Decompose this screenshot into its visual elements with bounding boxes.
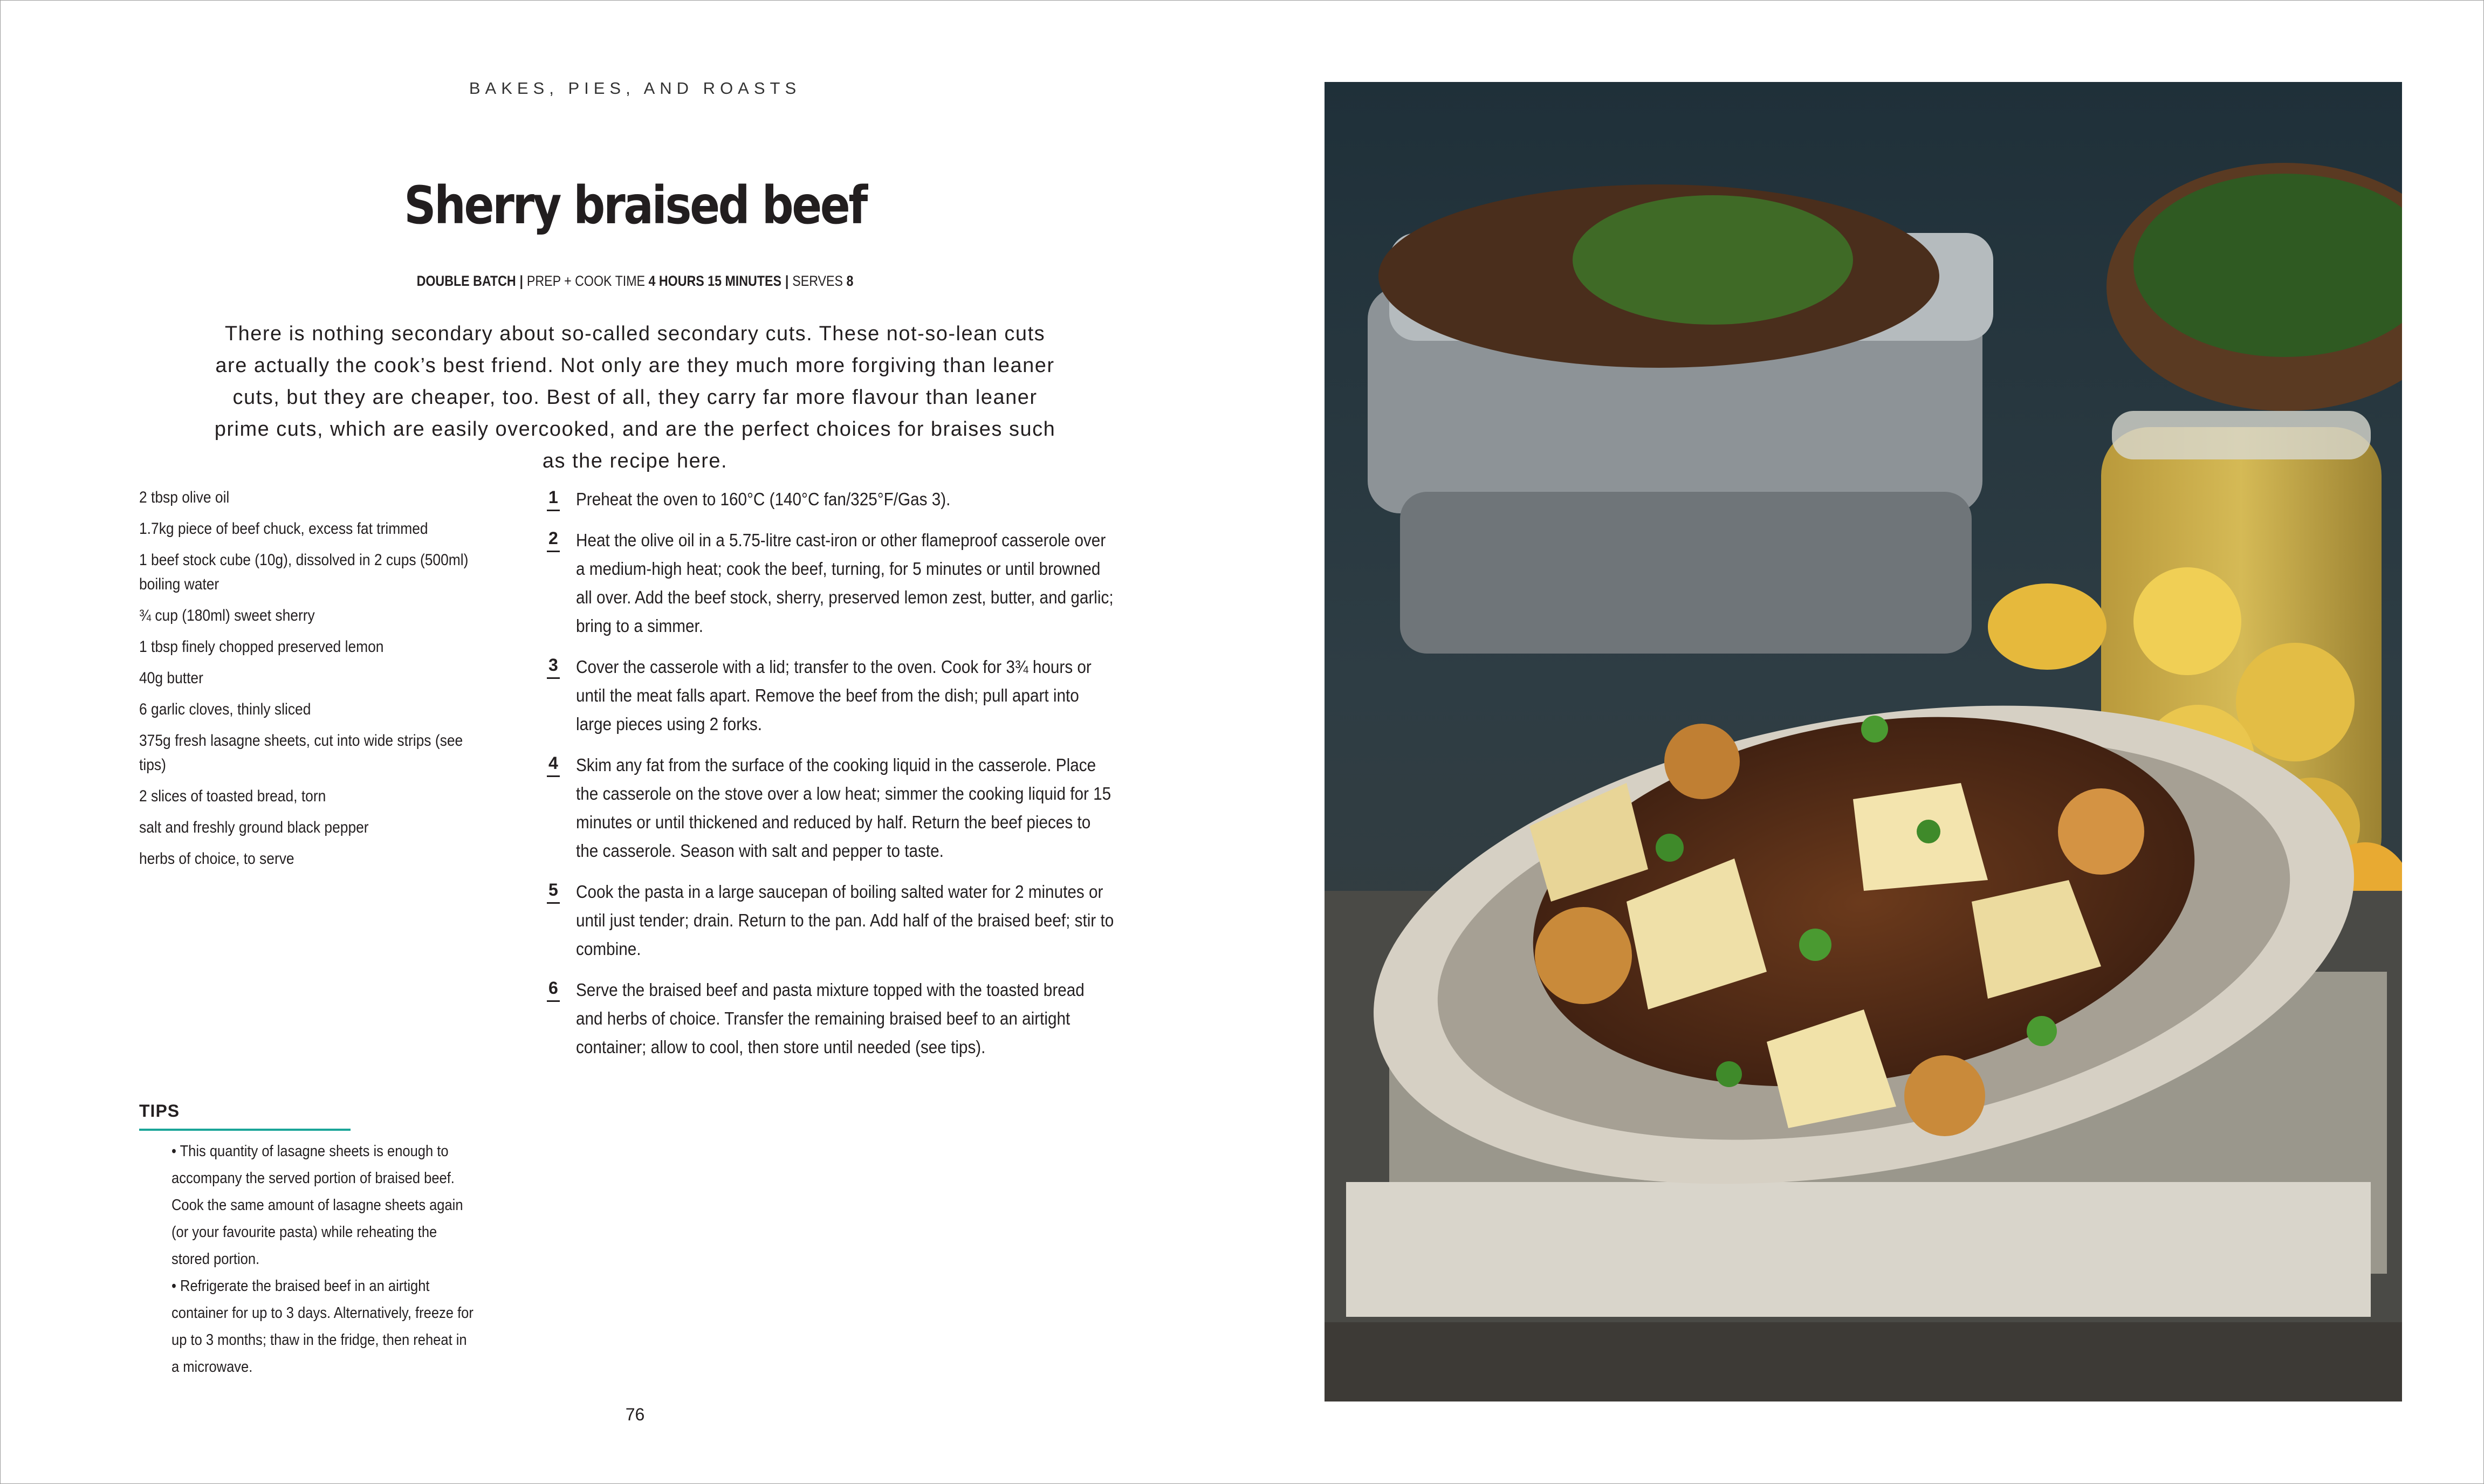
step-text: Skim any fat from the surface of the cooking liquid in the casserole. Place the casserole on the stove over a low heat; simmer the cooking liquid for 15 minutes or until thickened and reduced by half. Return the beef pieces to the casserole. Season with salt and pepper to taste. <box>576 755 1111 861</box>
step-text: Cover the casserole with a lid; transfer to the oven. Cook for 3¾ hours or until the meat falls apart. Remove the beef from the dish; pull apart into large pieces using 2 forks. <box>576 657 1092 734</box>
ingredient-item: 375g fresh lasagne sheets, cut into wide strips (see tips) <box>139 732 463 774</box>
method-step <box>547 652 1162 738</box>
page-number: 76 <box>625 1405 645 1424</box>
meta-separator: | <box>519 273 524 289</box>
ingredient-item: 2 slices of toasted bread, torn <box>139 787 326 805</box>
step-number: 3 <box>547 652 560 679</box>
method-step <box>547 877 1162 963</box>
step-text: Serve the braised beef and pasta mixture topped with the toasted bread and herbs of choice. Transfer the remaining braised beef to an airtight container; allow to cool, then store until needed (see tips). <box>576 980 1085 1057</box>
ingredient-item: 2 tbsp olive oil <box>139 489 230 506</box>
step-number: 5 <box>547 877 560 904</box>
tips-body <box>171 1138 475 1380</box>
step-number: 1 <box>547 485 560 511</box>
tip-item: • Refrigerate the braised beef in an airtight container for up to 3 days. Alternatively, freeze for up to 3 months; thaw in the fridge, then reheat in a microwave. <box>171 1277 474 1376</box>
tip-item: • This quantity of lasagne sheets is enough to accompany the served portion of braised beef. Cook the same amount of lasagne sheets again (or your favourite pasta) while reheating the stored portion. <box>171 1143 463 1268</box>
step-number: 4 <box>547 751 560 777</box>
method-step <box>547 751 1162 865</box>
ingredient-item: 1 beef stock cube (10g), dissolved in 2 cups (500ml) boiling water <box>139 551 469 593</box>
ingredient-item: 1 tbsp finely chopped preserved lemon <box>139 638 384 656</box>
ingredient-item: ¾ cup (180ml) sweet sherry <box>139 607 315 624</box>
ingredient-item: salt and freshly ground black pepper <box>139 819 369 836</box>
time-value: 4 HOURS 15 MINUTES <box>648 273 781 289</box>
step-text: Preheat the oven to 160°C (140°C fan/325°F/Gas 3). <box>576 489 951 509</box>
step-number: 6 <box>547 975 560 1002</box>
method-step <box>547 975 1162 1061</box>
ingredient-item: 40g butter <box>139 669 203 687</box>
ingredient-item: herbs of choice, to serve <box>139 850 294 868</box>
method-step <box>547 485 1162 513</box>
tips-heading: TIPS <box>139 1101 180 1121</box>
ingredient-item: 6 garlic cloves, thinly sliced <box>139 700 311 718</box>
serves-label: SERVES <box>792 273 843 289</box>
dish-photo <box>1325 82 2402 1401</box>
method-step <box>547 526 1162 640</box>
dish-photo-illustration <box>1325 82 2402 1401</box>
method-list <box>547 485 1162 1074</box>
time-label: PREP + COOK TIME <box>526 273 646 289</box>
tips-underline <box>139 1129 351 1131</box>
meta-separator: | <box>785 273 789 289</box>
recipe-meta <box>89 273 1181 290</box>
recipe-title: Sherry braised beef <box>404 175 866 236</box>
ingredients-list <box>139 485 481 878</box>
step-text: Cook the pasta in a large saucepan of boiling salted water for 2 minutes or until just tender; drain. Return to the pan. Add half of the braised beef; stir to combine. <box>576 882 1114 959</box>
intro-paragraph: There is nothing secondary about so-called secondary cuts. These not-so-lean cuts are actually the cook’s best friend. Not only are they much more forgiving than leaner cuts, but they are cheaper, too. Best of all, they carry far more flavour than leaner prime cuts, which are easily overcooked, and are the perfect choices for braises such as the recipe here. <box>214 322 1056 472</box>
ingredient-item: 1.7kg piece of beef chuck, excess fat trimmed <box>139 520 428 538</box>
serves-value: 8 <box>846 273 854 289</box>
batch-label: DOUBLE BATCH <box>416 273 516 289</box>
section-header: BAKES, PIES, AND ROASTS <box>469 79 801 98</box>
step-number: 2 <box>547 526 560 552</box>
step-text: Heat the olive oil in a 5.75-litre cast-iron or other flameproof casserole over a medium-high heat; cook the beef, turning, for 5 minutes or until browned all over. Add the beef stock, sherry, preserved lemon zest, butter, and garlic; bring to a simmer. <box>576 530 1114 636</box>
